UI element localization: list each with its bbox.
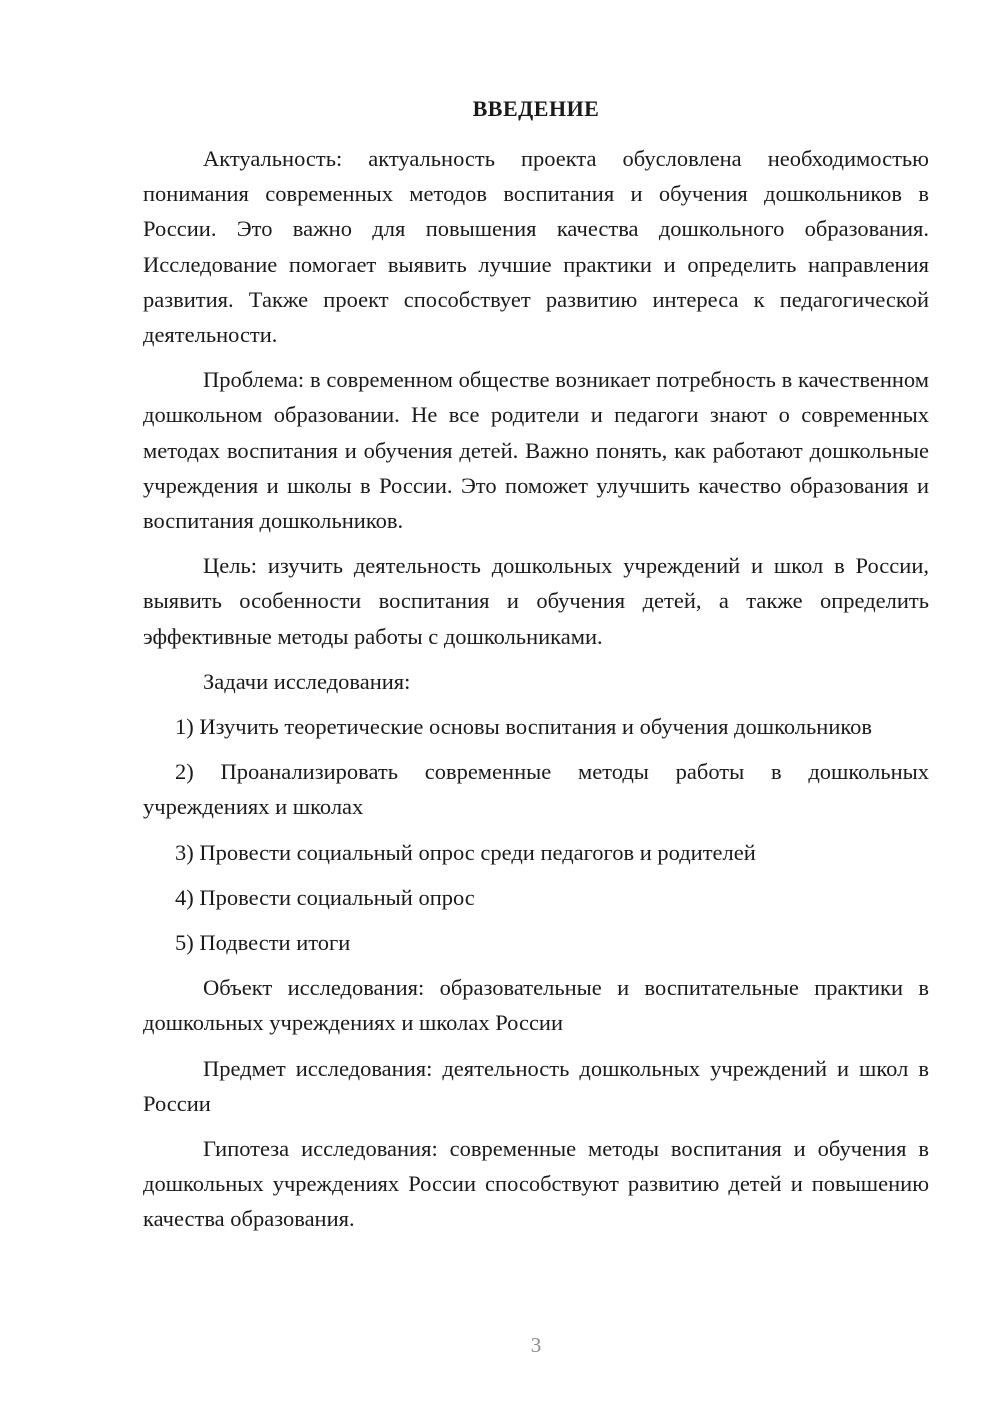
paragraph-problem: Проблема: в современном обществе возникает потребность в качественном дошкольном образовании. Не все родители и педагоги знают о современных методах воспитания и обучения детей. Важно понять, как работают дошкольные учреждения и школы в России. Это поможет улучшить качество образования и воспитания дошкольников. — [143, 367, 929, 534]
task-item-1: 1) Изучить теоретические основы воспитания и обучения дошкольников — [175, 714, 873, 740]
paragraph-tasks-heading: Задачи исследования: — [203, 668, 411, 694]
task-item-3: 3) Провести социальный опрос среди педагогов и родителей — [175, 839, 756, 865]
task-item-2: 2) Проанализировать современные методы работы в дошкольных учреждениях и школах — [143, 759, 929, 820]
paragraph-relevance: Актуальность: актуальность проекта обусловлена необходимостью понимания современных методов воспитания и обучения дошкольников в России. Это важно для повышения качества дошкольного образования. Исследование помогает выявить лучшие практики и определить направления развития. Также проект способствует развитию интереса к педагогической деятельности. — [143, 146, 929, 348]
task-item-5: 5) Подвести итоги — [175, 930, 351, 956]
task-item-4: 4) Провести социальный опрос — [175, 884, 475, 910]
paragraph-hypothesis: Гипотеза исследования: современные методы воспитания и обучения в дошкольных учреждениях России способствуют развитию детей и повышению качества образования. — [143, 1136, 929, 1232]
paragraph-goal: Цель: изучить деятельность дошкольных учреждений и школ в России, выявить особенности воспитания и обучения детей, а также определить эффективные методы работы с дошкольниками. — [143, 553, 929, 649]
page-title: ВВЕДЕНИЕ — [472, 96, 600, 121]
paragraph-object: Объект исследования: образовательные и воспитательные практики в дошкольных учреждениях и школах России — [143, 975, 929, 1036]
body-text — [143, 141, 929, 1237]
paragraph-subject: Предмет исследования: деятельность дошкольных учреждений и школ в России — [143, 1055, 929, 1116]
page-number: 3 — [530, 1333, 542, 1357]
